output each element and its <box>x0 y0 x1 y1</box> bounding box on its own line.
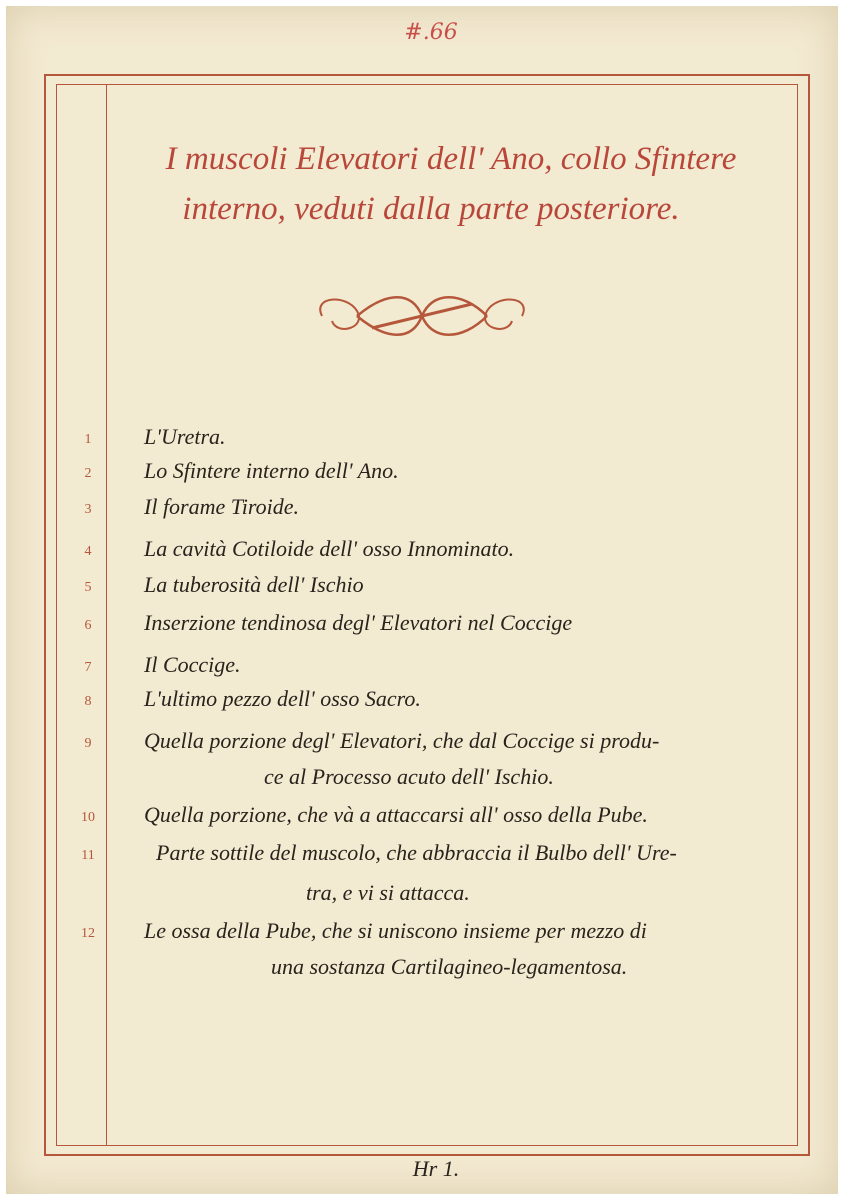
item-text: La tuberosità dell' Ischio <box>144 572 364 597</box>
item-continuation: una sostanza Cartilagineo-legamentosa. <box>271 954 628 979</box>
item-number: 12 <box>81 926 95 941</box>
catalog-mark: #.66 <box>404 20 458 45</box>
item-text: La cavità Cotiloide dell' osso Innominato. <box>144 536 515 561</box>
title-line-1: I muscoli Elevatori dell' Ano, collo Sfintere <box>165 141 737 177</box>
item-text: Inserzione tendinosa degl' Elevatori nel Coccige <box>144 610 573 635</box>
item-number: 5 <box>84 580 92 595</box>
page-title <box>116 134 786 234</box>
item-number: 11 <box>81 848 95 863</box>
item-text: Lo Sfintere interno dell' Ano. <box>144 458 399 483</box>
item-number: 1 <box>84 432 92 447</box>
item-number: 10 <box>81 810 95 825</box>
list-item <box>6 424 844 460</box>
item-text: Quella porzione, che và a attaccarsi all' osso della Pube. <box>144 802 648 827</box>
item-continuation: tra, e vi si attacca. <box>306 880 470 905</box>
item-number: 7 <box>84 660 92 675</box>
item-text: L'Uretra. <box>144 424 226 449</box>
folio-number: Hr 1. <box>412 1156 460 1181</box>
title-line-2: interno, veduti dalla parte posteriore. <box>182 191 680 227</box>
list-item <box>6 652 844 688</box>
decorative-flourish <box>302 286 542 346</box>
item-text: Il Coccige. <box>144 652 241 677</box>
item-continuation: ce al Processo acuto dell' Ischio. <box>264 764 554 789</box>
item-text: Quella porzione degl' Elevatori, che dal Coccige si produ- <box>144 728 660 753</box>
list-item <box>6 840 844 876</box>
item-number: 3 <box>84 502 92 517</box>
item-number: 6 <box>84 618 92 633</box>
list-item <box>6 494 844 530</box>
item-number: 8 <box>84 694 92 709</box>
list-item <box>6 918 844 954</box>
list-item <box>6 686 844 722</box>
item-text: L'ultimo pezzo dell' osso Sacro. <box>144 686 421 711</box>
list-item <box>6 536 844 572</box>
list-item <box>6 572 844 608</box>
item-number: 9 <box>84 736 92 751</box>
list-item <box>6 802 844 838</box>
item-text: Il forame Tiroide. <box>144 494 300 519</box>
item-text: Parte sottile del muscolo, che abbraccia il Bulbo dell' Ure- <box>156 840 677 865</box>
item-number: 2 <box>84 466 92 481</box>
item-number: 4 <box>84 544 92 559</box>
manuscript-page <box>6 6 838 1194</box>
list-item <box>6 458 844 494</box>
list-item <box>6 728 844 764</box>
item-text: Le ossa della Pube, che si uniscono insieme per mezzo di <box>144 918 647 943</box>
list-item <box>6 610 844 646</box>
